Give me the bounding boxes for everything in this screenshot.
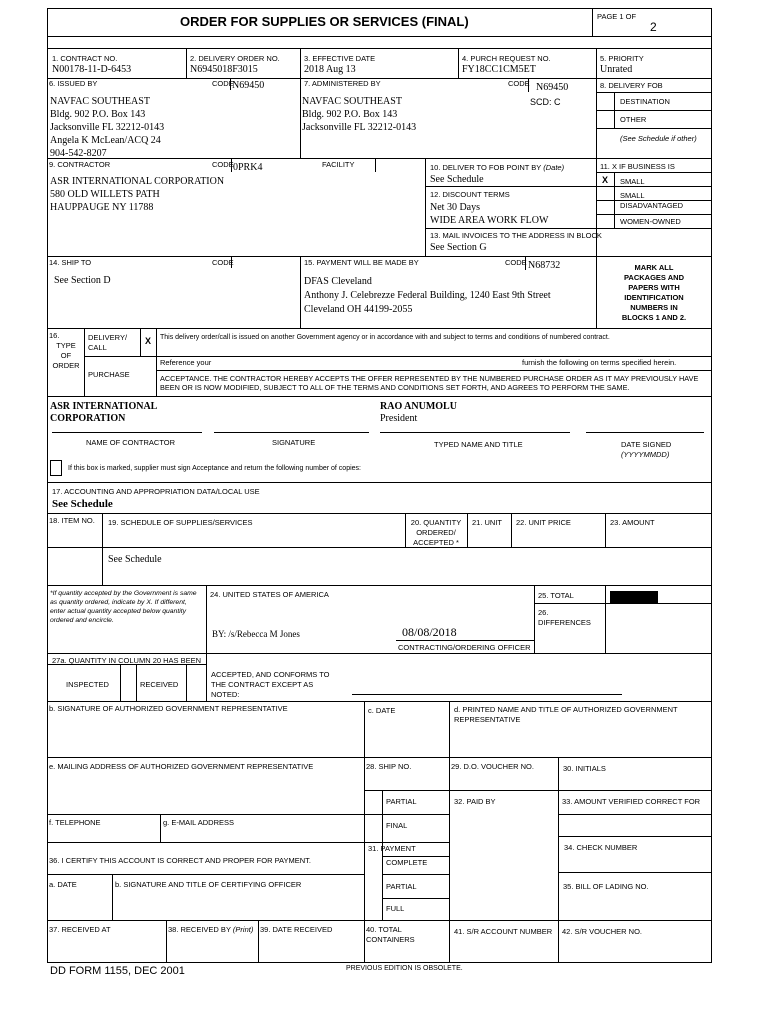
title-divider [592, 8, 593, 36]
b40-div [449, 920, 450, 962]
copies-checkbox[interactable] [50, 460, 62, 476]
paid-by-label: 32. PAID BY [454, 797, 496, 806]
low-line-5b [382, 898, 449, 899]
mailing-address-label: e. MAILING ADDRESS OF AUTHORIZED GOVERNMENT REPRESENTATIVE [49, 762, 314, 771]
sch-body-bottom [47, 585, 712, 586]
sig-underline-2 [214, 432, 369, 433]
payment-complete[interactable]: COMPLETE [386, 858, 428, 867]
low-line-1 [364, 790, 712, 791]
contractor-label: 9. CONTRACTOR [49, 160, 111, 169]
initials-label: 30. INITIALS [563, 764, 606, 773]
payment-line-3: Cleveland OH 44199-2055 [304, 304, 413, 315]
b16-type: TYPE [56, 341, 76, 350]
quantity-header-3: ACCEPTED * [413, 538, 459, 547]
contractor-name-1: ASR INTERNATIONAL [50, 401, 158, 412]
b16-line-a [84, 356, 712, 357]
purch-request-label: 4. PURCH REQUEST NO. [462, 54, 551, 63]
b16-div-a [84, 328, 85, 396]
certify-signature-label: b. SIGNATURE AND TITLE OF CERTIFYING OFFICER [115, 880, 302, 889]
low-line-4b [382, 874, 449, 875]
gov-printed-name-1: d. PRINTED NAME AND TITLE OF AUTHORIZED GOVERNMENT [454, 705, 678, 714]
sig-underline-1 [52, 432, 202, 433]
previous-edition: PREVIOUS EDITION IS OBSOLETE. [346, 965, 463, 972]
contract-no-label: 1. CONTRACT NO. [52, 54, 118, 63]
low-line-2c [558, 814, 712, 815]
b37-div [166, 920, 167, 962]
administered-code: N69450 [536, 82, 569, 93]
scd-label: SCD: C [530, 97, 561, 107]
facility-label: FACILITY [322, 160, 355, 169]
administered-line-3: Jacksonville FL 32212-0143 [302, 122, 417, 133]
telephone-label: f. TELEPHONE [49, 818, 101, 827]
administered-code-label: CODE [508, 79, 530, 88]
low-div-a [364, 757, 365, 920]
copies-text: If this box is marked, supplier must sign Acceptance and return the following number of copies: [68, 465, 361, 472]
right-col-div [596, 48, 597, 256]
discount-line-1: Net 30 Days [430, 202, 480, 213]
b11-line-4 [596, 228, 712, 229]
fob-other[interactable]: OTHER [620, 115, 647, 124]
total-redaction [610, 591, 658, 604]
row4-bottom-line [47, 328, 712, 329]
quantity-header-1: 20. QUANTITY [410, 518, 462, 527]
issued-by-code-line [230, 78, 231, 90]
signature-label: SIGNATURE [272, 438, 316, 447]
administered-line-1: NAVFAC SOUTHEAST [302, 96, 402, 107]
by-signature: BY: /s/Rebecca M Jones [212, 629, 300, 639]
issued-by-line-2: Bldg. 902 P.O. Box 143 [50, 109, 146, 120]
ship-final-label[interactable]: FINAL [386, 821, 408, 830]
payment-full[interactable]: FULL [386, 904, 405, 913]
officer-label: CONTRACTING/ORDERING OFFICER [398, 643, 531, 652]
b24-bottom [206, 653, 712, 654]
b36-div [112, 874, 113, 920]
qty-col20-label: 27a. QUANTITY IN COLUMN 20 HAS BEEN [52, 656, 202, 665]
frame-left-line [47, 8, 48, 963]
b16-num: 16. [49, 331, 60, 340]
issued-by-line-1: NAVFAC SOUTHEAST [50, 96, 150, 107]
deliver-fob-value: See Schedule [430, 174, 484, 185]
payment-code-label: CODE [505, 258, 527, 267]
total-containers-2: CONTAINERS [366, 935, 415, 944]
row3-line-a [425, 186, 712, 187]
b27-div-c [364, 701, 365, 757]
low-div-b [449, 757, 450, 920]
ship-to-code-label: CODE [212, 258, 234, 267]
row3-div [425, 158, 426, 256]
issued-by-code-label: CODE [212, 79, 234, 88]
administered-by-label: 7. ADMINISTERED BY [304, 79, 381, 88]
payment-code-line [525, 256, 526, 270]
business-label: 11. X IF BUSINESS IS [600, 162, 675, 171]
low-line-4c [558, 872, 712, 873]
signer-name: RAO ANUMOLU [380, 401, 457, 412]
acceptance-text: ACCEPTANCE. THE CONTRACTOR HEREBY ACCEPTS THE OFFER REPRESENTED BY THE NUMBERED PURCHASE ORDER AS IT MAY PREVIOUSLY HAVE BEEN OR IS NOW MODIFIED, SUBJECT TO ALL OF THE TERMS AND CONDITIONS SET FORTH, AND AGREES TO PERFORM THE SAME. [160, 374, 699, 392]
delivery-order-label: 2. DELIVERY ORDER NO. [190, 54, 280, 63]
officer-date: 08/08/2018 [402, 625, 457, 639]
schedule-top-line [47, 513, 712, 514]
low-line-6 [47, 920, 712, 921]
accepted-line-3: NOTED: [211, 690, 240, 699]
total-label: 25. TOTAL [538, 591, 574, 600]
low-line-3c [558, 836, 712, 837]
delivery-call-text: This delivery order/call is issued on another Government agency or in accordance with and subject to terms and conditions of numbered contract. [160, 334, 610, 341]
reference-text: Reference your [160, 358, 212, 367]
date-signed-label: DATE SIGNED [621, 440, 672, 449]
received-at-label: 37. RECEIVED AT [49, 925, 111, 934]
furnish-text: furnish the following on terms specified herein. [522, 358, 677, 367]
ship-no-label: 28. SHIP NO. [366, 762, 412, 771]
item-no-header: 18. ITEM NO. [49, 516, 95, 525]
sch-div-21 [511, 513, 512, 547]
mark-all-2: PACKAGES AND [623, 273, 684, 282]
business-small[interactable]: SMALL [620, 177, 645, 186]
signer-title: President [380, 413, 418, 424]
sr-voucher-label: 42. S/R VOUCHER NO. [562, 927, 643, 936]
low-line-4 [47, 874, 364, 875]
payment-31-label: 31. PAYMENT [368, 844, 416, 853]
contractor-code-label: CODE [212, 160, 234, 169]
differences-num: 26. [538, 608, 549, 617]
b27-div-d [449, 701, 450, 757]
frame-top-line [47, 8, 712, 9]
priority-label: 5. PRIORITY [600, 54, 644, 63]
issued-by-line-5: 904-542-8207 [50, 148, 107, 159]
sch-div-18 [102, 513, 103, 585]
voucher-label: 29. D.O. VOUCHER NO. [451, 762, 534, 771]
frame-right-line [711, 8, 712, 963]
b27a-div-4 [206, 653, 207, 701]
noted-underline [352, 694, 622, 695]
received-label[interactable]: RECEIVED [140, 680, 179, 689]
facility-line [375, 158, 376, 172]
officer-line [396, 640, 534, 641]
email-label: g. E-MAIL ADDRESS [163, 818, 234, 827]
page-label: PAGE 1 OF [597, 12, 637, 21]
payment-code: N68732 [528, 260, 561, 271]
quantity-footnote: *If quantity accepted by the Government is same as quantity ordered, indicate by X. If different, enter actual quantity accepted below quantity ordered and encircle. [50, 590, 197, 624]
contractor-line-1: ASR INTERNATIONAL CORPORATION [50, 176, 225, 187]
received-by-label-note: (Print) [232, 925, 254, 934]
b8-check-col [614, 92, 615, 128]
b16-div-c [156, 328, 157, 396]
b24-div-a [206, 585, 207, 653]
row3-line-b [425, 228, 596, 229]
issued-by-line-4: Angela K McLean/ACQ 24 [50, 135, 161, 146]
purch-request-value: FY18CC1CM5ET [462, 64, 536, 75]
quantity-header-2: ORDERED/ [416, 528, 456, 537]
deliver-fob-label [430, 163, 564, 172]
received-by-label [168, 925, 253, 934]
business-disadv-1[interactable]: SMALL [620, 191, 645, 200]
discount-label: 12. DISCOUNT TERMS [430, 190, 510, 199]
schedule-header: 19. SCHEDULE OF SUPPLIES/SERVICES [108, 518, 253, 527]
low-line-3 [47, 842, 449, 843]
sr-account-label: 41. S/R ACCOUNT NUMBER [454, 927, 553, 936]
contractor-line-3: HAUPPAUGE NY 11788 [50, 202, 154, 213]
mark-all-1: MARK ALL [634, 263, 674, 272]
business-small-mark[interactable]: X [602, 175, 609, 185]
typed-name-label: TYPED NAME AND TITLE [434, 440, 523, 449]
delivery-call-mark[interactable]: X [145, 336, 152, 346]
effective-date-label: 3. EFFECTIVE DATE [304, 54, 376, 63]
total-containers-1: 40. TOTAL [366, 925, 402, 934]
business-women[interactable]: WOMEN-OWNED [620, 217, 681, 226]
administered-code-line [528, 78, 529, 92]
footnote-bottom [47, 653, 207, 654]
unit-price-header: 22. UNIT PRICE [516, 518, 571, 527]
payment-partial[interactable]: PARTIAL [386, 882, 417, 891]
sch-div-20 [467, 513, 468, 547]
ship-to-value: See Section D [54, 275, 111, 286]
payment-line-2: Anthony J. Celebrezze Federal Building, 1240 East 9th Street [304, 290, 551, 301]
usa-label: 24. UNITED STATES OF AMERICA [210, 590, 329, 599]
row1-div-b [300, 48, 301, 158]
b16-bottom-line [47, 396, 712, 397]
b17-top-line [47, 482, 712, 483]
low-div-a2 [382, 790, 383, 920]
sch-header-bottom [47, 547, 712, 548]
low-line-2b [364, 814, 449, 815]
received-by-label-text: 38. RECEIVED BY [168, 925, 231, 934]
contractor-code-line [231, 158, 232, 172]
discount-line-2: WIDE AREA WORK FLOW [430, 215, 549, 226]
schedule-body-text: See Schedule [108, 554, 162, 565]
date-received-label: 39. DATE RECEIVED [260, 925, 333, 934]
fob-destination[interactable]: DESTINATION [620, 97, 670, 106]
fob-note: (See Schedule if other) [620, 134, 697, 143]
ship-to-label: 14. SHIP TO [49, 258, 92, 267]
contract-no-value: N00178-11-D-6453 [52, 64, 132, 75]
issued-by-code: N69450 [232, 80, 265, 91]
row1-div-a [186, 48, 187, 78]
amount-header: 23. AMOUNT [610, 518, 655, 527]
low-line-2a [47, 814, 364, 815]
priority-value: Unrated [600, 64, 633, 75]
b16-of: OF [60, 351, 72, 360]
b39-div [364, 920, 365, 962]
accepted-line-2: THE CONTRACT EXCEPT AS [211, 680, 314, 689]
b16-div-b [140, 328, 141, 356]
contractor-code: 0PRK4 [233, 162, 263, 173]
business-disadv-2[interactable]: DISADVANTAGED [620, 201, 684, 210]
mark-all-3: PAPERS WITH [628, 283, 680, 292]
b38-div [258, 920, 259, 962]
gov-printed-name-2: REPRESENTATIVE [454, 715, 521, 724]
accounting-value: See Schedule [52, 498, 113, 510]
mail-invoices-value: See Section G [430, 242, 487, 253]
b27a-div-2 [136, 664, 137, 701]
form-number: DD FORM 1155, DEC 2001 [50, 965, 185, 977]
low-div-c [558, 757, 559, 962]
row4-div-b [596, 256, 597, 328]
b16-line-b [156, 370, 712, 371]
accepted-line-1: ACCEPTED, AND CONFORMS TO [211, 670, 330, 679]
check-number-label: 34. CHECK NUMBER [564, 843, 638, 852]
mark-all-4: IDENTIFICATION [624, 293, 684, 302]
form-title: ORDER FOR SUPPLIES OR SERVICES (FINAL) [180, 14, 469, 29]
ship-to-code-line [231, 256, 232, 268]
row1-div-c [458, 48, 459, 78]
b11-check-col [614, 172, 615, 228]
differences-label: DIFFERENCES [538, 618, 591, 627]
frame-bottom-line [47, 962, 712, 963]
mark-all-6: BLOCKS 1 AND 2. [621, 313, 687, 322]
b24-div-c [605, 585, 606, 653]
administered-line-2: Bldg. 902 P.O. Box 143 [302, 109, 398, 120]
delivery-order-value: N6945018F3015 [190, 64, 258, 75]
b27a-div-1 [120, 664, 121, 701]
effective-date-value: 2018 Aug 13 [304, 64, 356, 75]
b27b-top [47, 701, 712, 702]
sig-underline-4 [586, 432, 704, 433]
tel-email-div [160, 814, 161, 842]
payment-line-1: DFAS Cleveland [304, 276, 372, 287]
ship-partial-label[interactable]: PARTIAL [386, 797, 417, 806]
sch-div-22 [605, 513, 606, 547]
gov-signature-label: b. SIGNATURE OF AUTHORIZED GOVERNMENT REPRESENTATIVE [49, 704, 288, 713]
delivery-call-label-1: DELIVERY/ [88, 333, 128, 342]
title-bottom-line [47, 36, 712, 37]
b16-order: ORDER [52, 361, 80, 370]
inspected-label[interactable]: INSPECTED [66, 680, 109, 689]
amount-verified-label: 33. AMOUNT VERIFIED CORRECT FOR [562, 797, 701, 806]
name-of-contractor-label: NAME OF CONTRACTOR [86, 438, 176, 447]
mark-all-5: NUMBERS IN [630, 303, 678, 312]
row1-top-line [47, 48, 712, 49]
low-line-3b [382, 856, 449, 857]
deliver-fob-label-text: 10. DELIVER TO FOB POINT BY [430, 163, 542, 172]
mail-invoices-label: 13. MAIL INVOICES TO THE ADDRESS IN BLOCK [430, 231, 602, 240]
sig-underline-3 [380, 432, 570, 433]
gov-date-label: c. DATE [368, 706, 396, 715]
row3-bottom-line [47, 256, 712, 257]
issued-by-label: 6. ISSUED BY [49, 79, 98, 88]
bill-of-lading-label: 35. BILL OF LADING NO. [563, 882, 649, 891]
certify-date-label: a. DATE [49, 880, 77, 889]
unit-header: 21. UNIT [472, 518, 503, 527]
contractor-line-2: 580 OLD WILLETS PATH [50, 189, 160, 200]
payment-by-label: 15. PAYMENT WILL BE MADE BY [304, 258, 419, 267]
b27a-div-3 [186, 664, 187, 701]
purchase-label: PURCHASE [88, 370, 130, 379]
row4-div-a [300, 256, 301, 328]
accounting-label: 17. ACCOUNTING AND APPROPRIATION DATA/LOCAL USE [52, 487, 260, 496]
deliver-fob-label-note: (Date) [543, 163, 565, 172]
b8-line-3 [596, 128, 712, 129]
issued-by-line-3: Jacksonville FL 32212-0143 [50, 122, 165, 133]
certify-label: 36. I CERTIFY THIS ACCOUNT IS CORRECT AND PROPER FOR PAYMENT. [49, 856, 311, 865]
row2-bottom-line [47, 158, 712, 159]
b27e-top [47, 757, 712, 758]
delivery-call-label-2: CALL [88, 343, 107, 352]
date-signed-format: (YYYYMMDD) [621, 450, 670, 459]
page-total: 2 [650, 20, 657, 34]
contractor-name-2: CORPORATION [50, 413, 126, 424]
b24-div-b [534, 585, 535, 653]
delivery-fob-label: 8. DELIVERY FOB [600, 81, 663, 90]
